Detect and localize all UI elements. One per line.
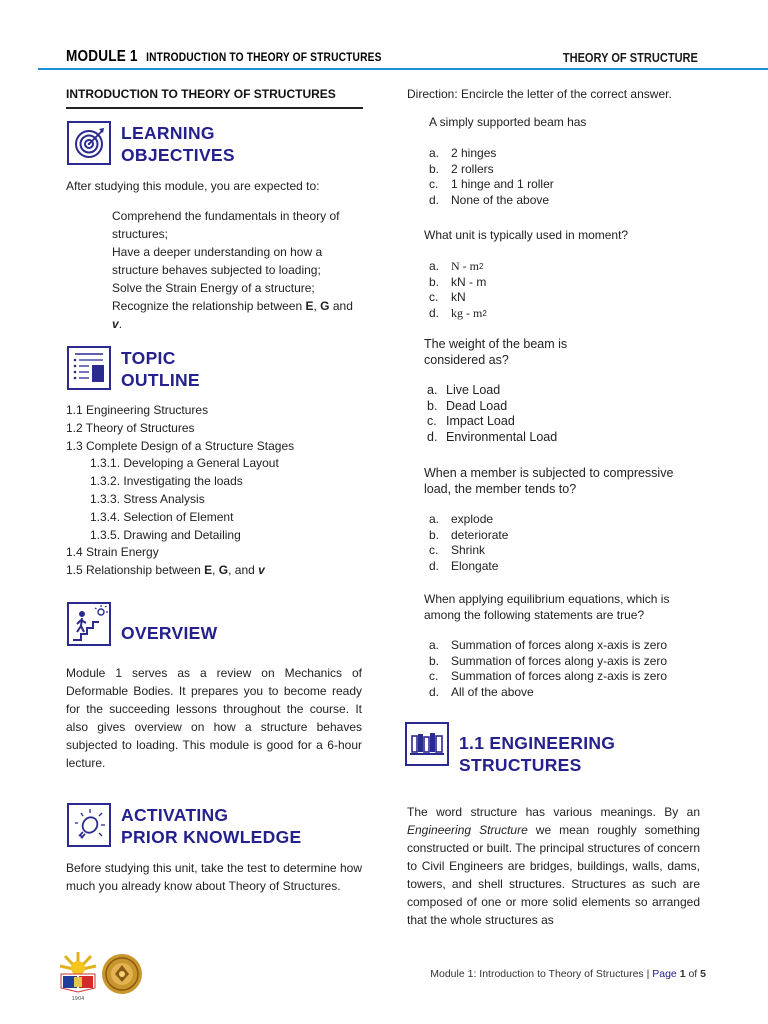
svg-text:1904: 1904: [71, 996, 85, 1002]
list-item: 1.2 Theory of Structures: [66, 420, 195, 435]
option[interactable]: a. N - m 2: [429, 259, 484, 273]
header-course-title: THEORY OF STRUCTURE: [562, 50, 698, 65]
option[interactable]: d. Elongate: [429, 558, 499, 573]
option[interactable]: c. 1 hinge and 1 roller: [429, 177, 554, 191]
list-item: 1.3.3. Stress Analysis: [90, 491, 205, 506]
list-item: 1.5 Relationship between E, G, and v: [66, 563, 265, 578]
option[interactable]: c. Shrink: [429, 543, 486, 557]
option[interactable]: d. kg - m 2: [429, 305, 487, 320]
question-1: A simply supported beam has: [429, 115, 587, 129]
deped-seal-logo: [55, 948, 101, 1002]
engineering-structures-heading: 1.1 ENGINEERING STRUCTURES: [459, 733, 616, 775]
university-seal-logo: [100, 952, 144, 996]
lightbulb-icon: [67, 803, 111, 847]
question-1-options: [429, 146, 554, 208]
question-4-options: [429, 512, 508, 574]
list-item: 1.3.4. Selection of Element: [90, 509, 234, 524]
objectives-list: Comprehend the fundamentals in theory of structures; Have a deeper understanding on how a structure behaves subjected to loading; Solve the Strain Energy of a structure; Recognize the relationship between E, G and v.: [112, 209, 353, 331]
learning-objectives-heading: LEARNING OBJECTIVES: [121, 123, 235, 165]
option[interactable]: a. Live Load: [427, 383, 501, 397]
question-2: What unit is typically used in moment?: [424, 228, 629, 242]
question-5-options: [429, 638, 667, 700]
question-3-options: [427, 383, 557, 445]
list-item: 1.3 Complete Design of a Structure Stages: [66, 438, 295, 453]
question-4: When a member is subjected to compressive load, the member tends to?: [424, 466, 674, 496]
option[interactable]: d. Environmental Load: [427, 429, 558, 444]
option[interactable]: b. Summation of forces along y-axis is zero: [429, 653, 668, 668]
option[interactable]: c. Impact Load: [427, 414, 515, 428]
section-rule: [66, 107, 363, 109]
option[interactable]: b. Dead Load: [427, 398, 508, 413]
module-label: MODULE 1: [66, 48, 138, 65]
header-module: [66, 48, 382, 66]
list-item: 1.3.1. Developing a General Layout: [90, 456, 279, 471]
question-3: The weight of the beam is considered as?: [424, 337, 568, 367]
option[interactable]: a. explode: [429, 512, 494, 526]
section-title: INTRODUCTION TO THEORY OF STRUCTURES: [66, 87, 336, 101]
option[interactable]: a. 2 hinges: [429, 146, 497, 160]
prior-knowledge-text: Before studying this unit, take the test to determine how much you already know about Theory of Structures.: [66, 861, 362, 893]
books-shelf-icon: [405, 722, 449, 766]
engineering-structures-text: The word structure has various meanings. By an Engineering Structure we mean roughly something constructed or built. The principal structures of concern to Civil Engineers are bridges, buildings, walls, dams, towers, and shell structures. Structures as such are composed of one or more solid elements so arranged that the whole structures as: [407, 805, 700, 927]
topic-outline-heading: TOPIC OUTLINE: [121, 348, 200, 390]
list-item: 1.4 Strain Energy: [66, 545, 159, 560]
option[interactable]: c. kN: [429, 290, 466, 304]
list-item: 1.3.2. Investigating the loads: [90, 474, 243, 489]
outline-list-icon: [67, 346, 111, 390]
header-divider: [38, 68, 768, 70]
question-2-options: [429, 259, 487, 321]
stairs-climb-icon: [67, 602, 111, 646]
objectives-intro: After studying this module, you are expected to:: [66, 179, 320, 193]
list-item: 1.1 Engineering Structures: [66, 403, 209, 417]
overview-text: Module 1 serves as a review on Mechanics of Deformable Bodies. It prepares you to become ready for the succeeding lessons throughout the course. It also gives overview on how a structure behaves subjected to loading. This module is good for a 6-hour lecture.: [66, 666, 362, 770]
topic-outline-list: [66, 402, 366, 580]
option[interactable]: c. Summation of forces along z-axis is zero: [429, 669, 668, 683]
prior-knowledge-heading: ACTIVATING PRIOR KNOWLEDGE: [121, 805, 302, 847]
option[interactable]: b. kN - m: [429, 274, 487, 289]
option[interactable]: b. 2 rollers: [429, 161, 494, 176]
option[interactable]: a. Summation of forces along x-axis is zero: [429, 638, 668, 652]
module-subtitle: INTRODUCTION TO THEORY OF STRUCTURES: [146, 50, 382, 64]
option[interactable]: b. deteriorate: [429, 527, 509, 542]
list-item: 1.3.5. Drawing and Detailing: [90, 527, 241, 542]
option[interactable]: d. None of the above: [429, 192, 550, 207]
page-footer: Module 1: Introduction to Theory of Structures | Page 1 of 5: [430, 968, 706, 980]
option[interactable]: d. All of the above: [429, 684, 534, 699]
quiz-direction: Direction: Encircle the letter of the correct answer.: [407, 87, 672, 101]
question-5: When applying equilibrium equations, which is among the following statements are true?: [424, 592, 670, 622]
target-icon: [67, 121, 111, 165]
overview-heading: OVERVIEW: [121, 623, 218, 643]
